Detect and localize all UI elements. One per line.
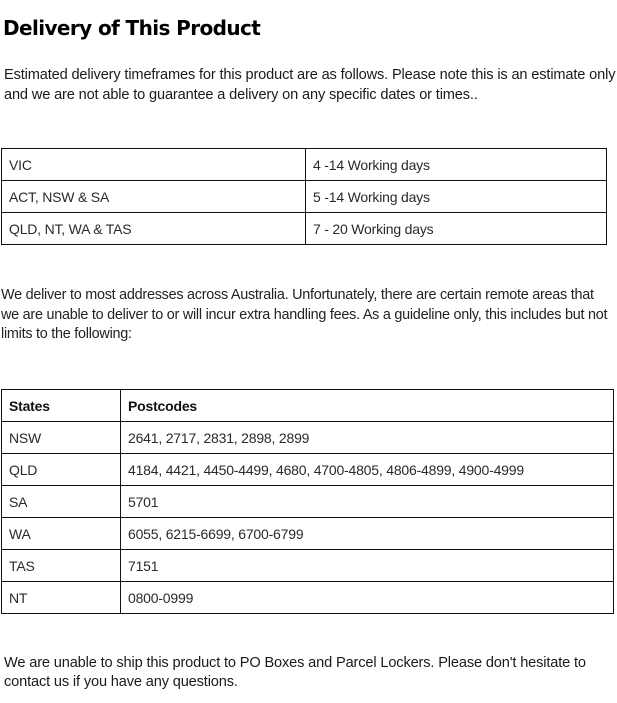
region-cell: QLD, NT, WA & TAS (2, 213, 306, 245)
postcodes-header: Postcodes (121, 390, 614, 422)
postcodes-cell: 6055, 6215-6699, 6700-6799 (121, 518, 614, 550)
postcodes-cell: 7151 (121, 550, 614, 582)
table-row (2, 422, 614, 454)
timeframe-cell: 4 -14 Working days (306, 149, 607, 181)
state-cell: SA (2, 486, 121, 518)
region-cell: ACT, NSW & SA (2, 181, 306, 213)
region-cell: VIC (2, 149, 306, 181)
table-header-row (2, 390, 614, 422)
timeframe-cell: 5 -14 Working days (306, 181, 607, 213)
table-row (2, 213, 607, 245)
intro-paragraph: Estimated delivery timeframes for this product are as follows. Please note this is an estimate only and we are not able to guarantee a delivery on any specific dates or times.. (4, 67, 616, 103)
delivery-timeframes-table (1, 148, 607, 245)
table-row (2, 486, 614, 518)
table-row (2, 582, 614, 614)
states-header: States (2, 390, 121, 422)
state-cell: TAS (2, 550, 121, 582)
table-row (2, 454, 614, 486)
table-row (2, 181, 607, 213)
state-cell: NT (2, 582, 121, 614)
remote-postcodes-table (1, 389, 614, 614)
state-cell: WA (2, 518, 121, 550)
state-cell: QLD (2, 454, 121, 486)
postcodes-cell: 5701 (121, 486, 614, 518)
postcodes-cell: 2641, 2717, 2831, 2898, 2899 (121, 422, 614, 454)
po-box-notice: We are unable to ship this product to PO Boxes and Parcel Lockers. Please don't hesitate to contact us if you have any questions. (4, 655, 586, 690)
postcodes-cell: 4184, 4421, 4450-4499, 4680, 4700-4805, 4806-4899, 4900-4999 (121, 454, 614, 486)
remote-areas-paragraph: We deliver to most addresses across Australia. Unfortunately, there are certain remote areas that we are unable to deliver to or will incur extra handling fees. As a guideline only, this includes but not limits to the following: (1, 287, 608, 342)
table-row (2, 550, 614, 582)
timeframe-cell: 7 - 20 Working days (306, 213, 607, 245)
postcodes-cell: 0800-0999 (121, 582, 614, 614)
table-row (2, 518, 614, 550)
table-row (2, 149, 607, 181)
page-title: Delivery of This Product (3, 16, 261, 40)
state-cell: NSW (2, 422, 121, 454)
